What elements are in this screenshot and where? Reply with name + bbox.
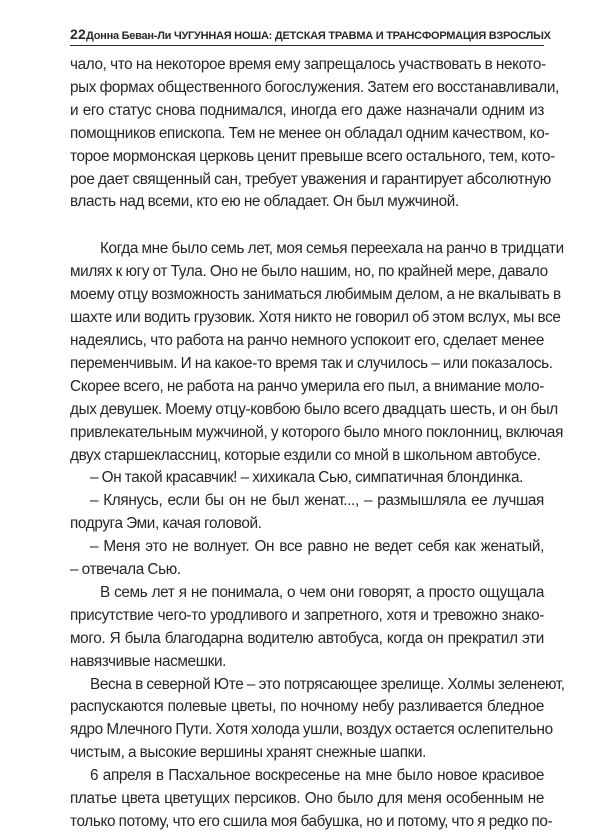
text-line: власть над всеми, кто ею не обладает. Он был мужчиной. (70, 193, 459, 211)
text-line: В семь лет я не понимала, о чем они говорят, а просто ощущала (100, 583, 544, 601)
text-line: Весна в северной Юте – это потрясающее зрелище. Холмы зеленеют, (90, 675, 565, 693)
text-line: моему отцу возможность заниматься любимым делом, а не вкалывать в (70, 286, 561, 304)
text-line: переменчивым. И на какое-то время так и случилось – или показалось. (70, 354, 553, 372)
text-line: ядро Млечного Пути. Хотя холода ушли, воздух остается ослепительно (70, 721, 553, 739)
paragraph (70, 490, 544, 536)
text-line: милях к югу от Тула. Оно не было нашим, но, по крайней мере, давало (70, 263, 548, 281)
text-line: – Клянусь, если бы он не был женат..., – размышляла ее лучшая (90, 492, 544, 510)
text-line: навязчивые насмешки. (70, 652, 227, 670)
text-line: торое мормонская церковь ценит превыше всего остального, тем, кото- (70, 147, 555, 165)
text-line: мого. Я была благодарна водителю автобуса, когда он прекратил эти (70, 629, 544, 647)
text-line: чало, что на некоторое время ему запрещалось участвовать в некото- (70, 56, 546, 73)
text-line: – Он такой красавчик! – хихикала Сью, симпатичная блондинка. (90, 469, 524, 487)
paragraph (70, 582, 544, 674)
running-head: Донна Беван-Ли ЧУГУННАЯ НОША: ДЕТСКАЯ ТРАВМА И ТРАНСФОРМАЦИЯ ВЗРОСЛЫХ (85, 30, 551, 42)
paragraph (70, 674, 565, 766)
text-line: присутствие чего-то уродливого и запретного, хотя и тревожно знако- (70, 606, 544, 624)
text-line: рое дает священный сан, требует уважения и гарантирует абсолютную (70, 170, 551, 188)
body-text (70, 54, 565, 834)
paragraph (70, 536, 544, 582)
text-line: – Меня это не волнует. Он все равно не ведет себя как женатый, (90, 538, 544, 556)
text-line: шахте или водить грузовик. Хотя никто не говорил об этом вслух, мы все (70, 309, 561, 327)
text-line: – отвечала Сью. (70, 561, 181, 579)
text-line: Скорее всего, не работа на ранчо умерила его пыл, а внимание моло- (70, 377, 544, 395)
page-number: 22 (70, 26, 86, 42)
page-header (70, 20, 551, 46)
paragraph (70, 238, 564, 467)
text-line: распускаются полевые цветы, по ночному небу разливается бледное (70, 698, 544, 716)
paragraph (70, 467, 544, 490)
text-line: платье цвета цветущих персиков. Оно было для меня особенным не (70, 790, 544, 808)
text-line: надеялись, что работа на ранчо немного успокоит его, сделает менее (70, 331, 544, 349)
text-line: только потому, что его сшила моя бабушка, но и потому, что я редко по- (70, 813, 553, 830)
text-line: привлекательным мужчиной, у которого было много поклонниц, включая (70, 423, 564, 441)
text-line: рых формах общественного богослужения. Затем его восстанавливали, (70, 78, 559, 96)
text-line: двух старшеклассниц, которые ездили со мной в школьном автобусе. (70, 446, 541, 464)
paragraph (70, 54, 559, 214)
text-line: Когда мне было семь лет, моя семья переехала на ранчо в тридцати (100, 240, 564, 258)
text-line: помощников епископа. Тем не менее он обладал одним качеством, ко- (70, 124, 550, 142)
text-line: подруга Эми, качая головой. (70, 515, 262, 533)
paragraph-gap (70, 214, 544, 238)
text-line: 6 апреля в Пасхальное воскресенье на мне было новое красивое (90, 767, 544, 785)
text-line: чистым, а высокие вершины хранят снежные шапки. (70, 744, 427, 762)
paragraph (70, 765, 553, 834)
text-line: дых девушек. Моему отцу-ковбою было всего двадцать шесть, и он был (70, 400, 558, 418)
text-line: и его статус снова поднимался, иногда его даже назначали одним из (70, 101, 544, 119)
